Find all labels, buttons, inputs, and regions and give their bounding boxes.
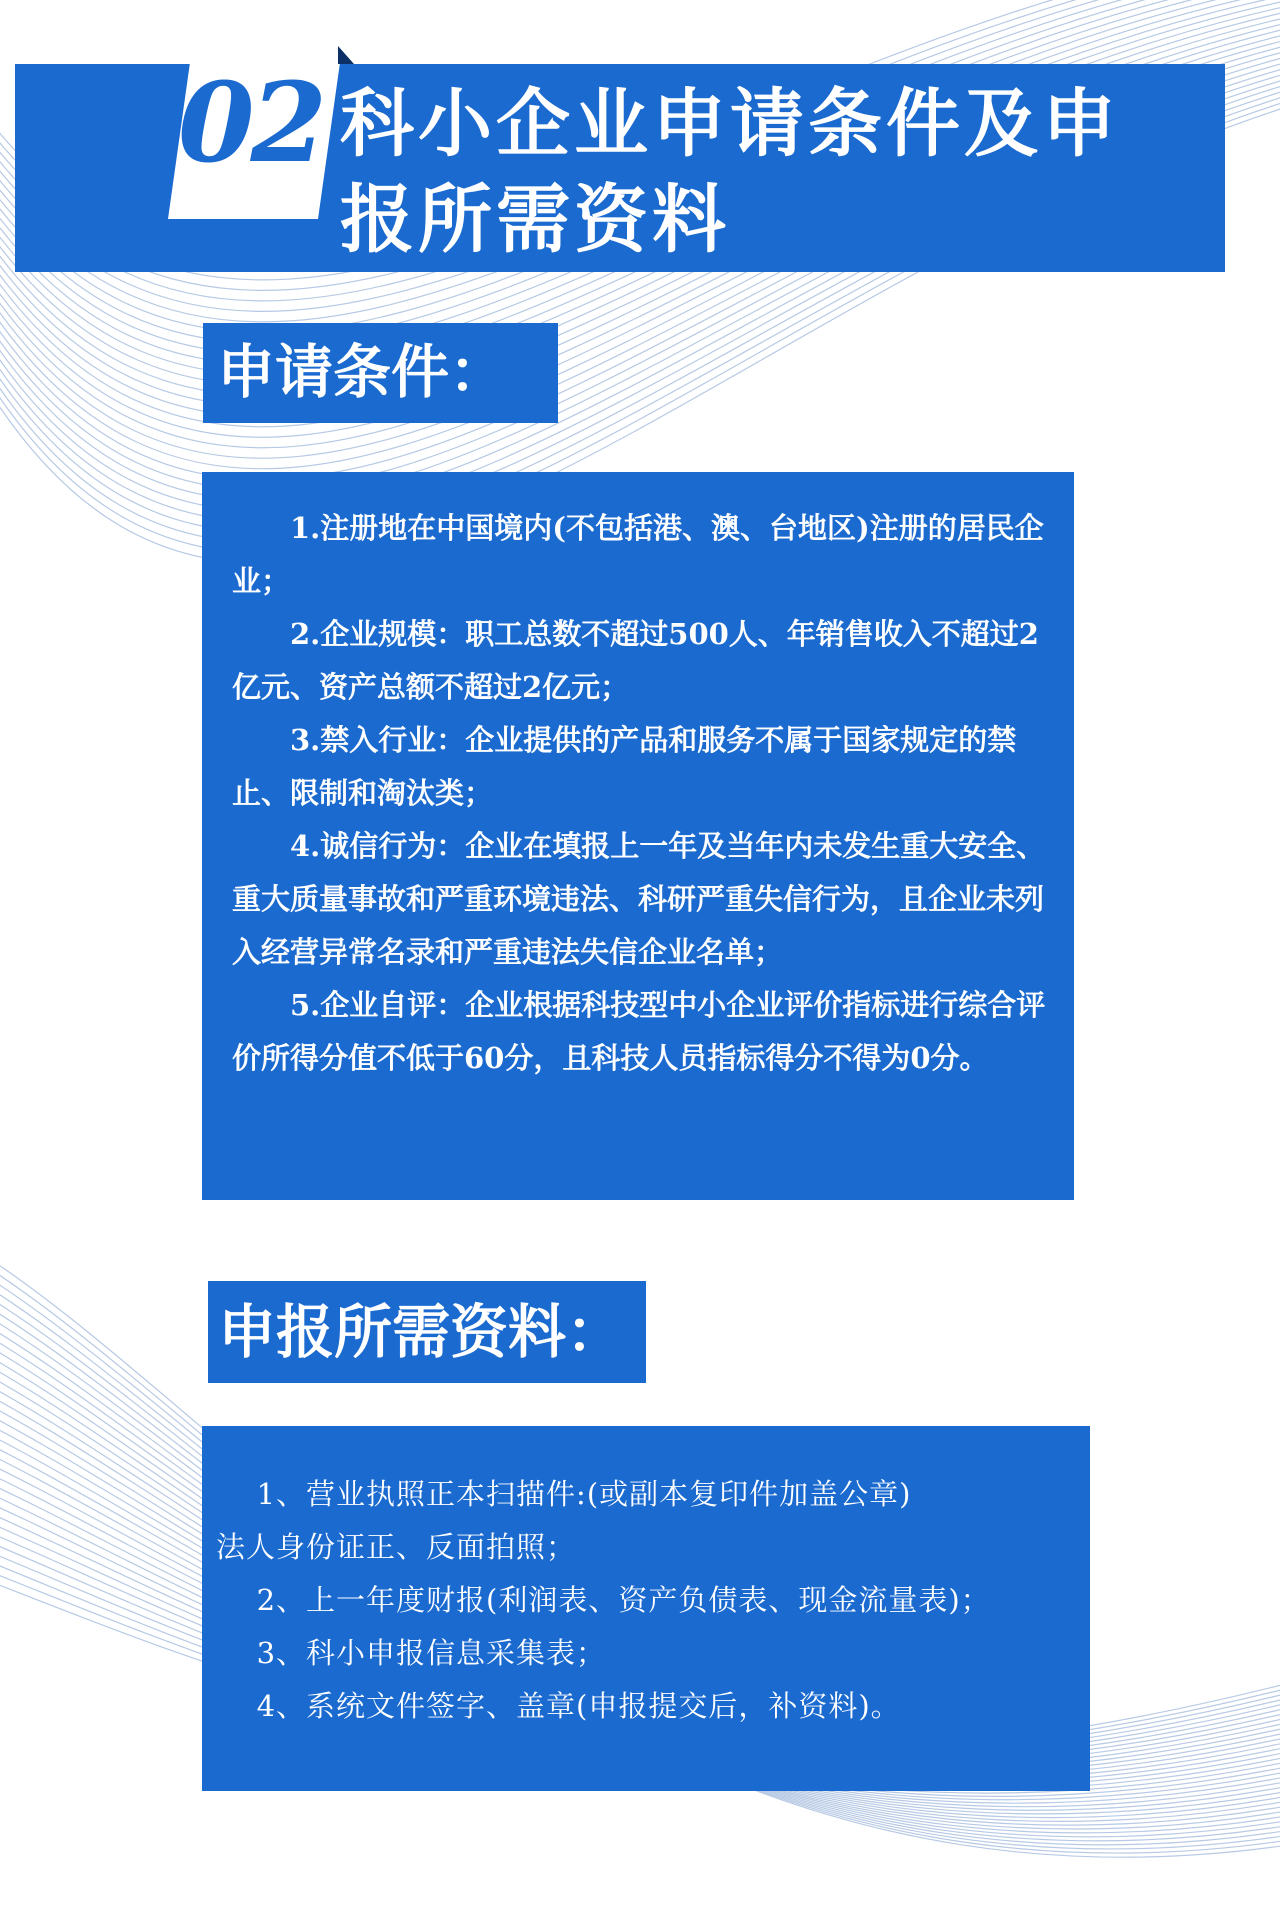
conditions-heading: 申请条件：: [203, 323, 558, 423]
condition-item: 1.注册地在中国境内(不包括港、澳、台地区)注册的居民企业；: [232, 511, 1044, 598]
materials-heading: 申报所需资料：: [208, 1281, 646, 1383]
condition-item: 5.企业自评：企业根据科技型中小企业评价指标进行综合评价所得分值不低于60分，且科技人员指标得分不得为0分。: [232, 988, 1046, 1075]
condition-item: 2.企业规模：职工总数不超过500人、年销售收入不超过2亿元、资产总额不超过2亿元；: [232, 617, 1039, 704]
corner-triangle-decoration: [338, 46, 354, 64]
page-title: [340, 76, 1200, 268]
condition-item: 4.诚信行为：企业在填报上一年及当年内未发生重大安全、重大质量事故和严重环境违法、科研严重失信行为，且企业未列入经营异常名录和严重违法失信企业名单；: [232, 829, 1046, 969]
section-number: 02: [178, 58, 324, 187]
material-item: 3、科小申报信息采集表；: [256, 1636, 607, 1670]
condition-item: 3.禁入行业：企业提供的产品和服务不属于国家规定的禁止、限制和淘汰类；: [232, 723, 1017, 810]
materials-panel: [202, 1426, 1090, 1791]
conditions-panel: [202, 472, 1074, 1200]
material-item: 4、系统文件签字、盖章(申报提交后，补资料)。: [256, 1689, 901, 1723]
page-title-line-1: 科小企业申请条件及申: [340, 81, 1120, 167]
material-item: 2、上一年度财报(利润表、资产负债表、现金流量表)；: [256, 1583, 991, 1617]
material-item: 1、营业执照正本扫描件:(或副本复印件加盖公章): [256, 1477, 912, 1511]
page-title-line-2: 报所需资料: [340, 177, 730, 263]
material-item: 法人身份证正、反面拍照；: [216, 1530, 577, 1564]
